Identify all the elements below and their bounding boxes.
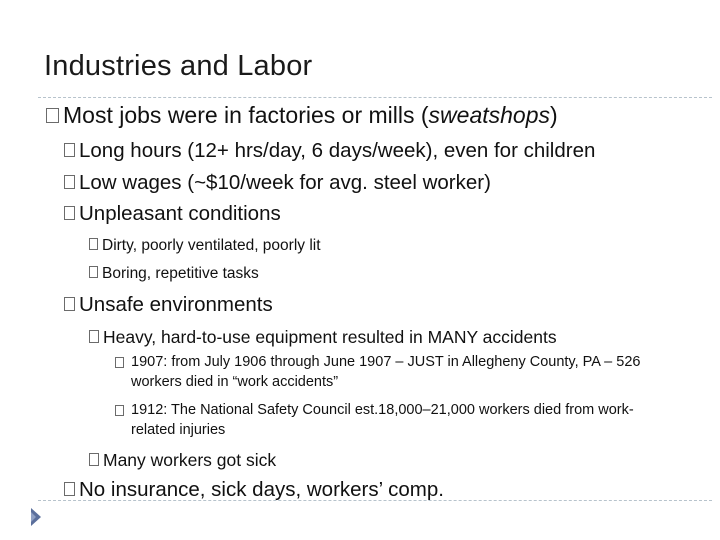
bullet-unpleasant — [64, 202, 281, 226]
bullet-unsafe — [64, 293, 273, 317]
square-bullet-icon — [46, 108, 59, 123]
bullet-text: Most jobs were in factories or mills ( — [63, 102, 429, 128]
bullet-boring — [89, 265, 259, 283]
bullet-emphasis: sweatshops — [428, 102, 551, 128]
bullet-heavy-equipment — [89, 327, 557, 348]
square-bullet-icon — [64, 175, 75, 189]
bullet-long-hours — [64, 139, 595, 163]
square-bullet-icon — [89, 238, 98, 250]
bullet-text: 1912: The National Safety Council est.18,000–21,000 workers died from work-related injuries — [131, 402, 634, 439]
bullet-text: Dirty, poorly ventilated, poorly lit — [102, 237, 321, 254]
square-bullet-icon — [64, 482, 75, 496]
bullet-1907 — [131, 352, 651, 393]
bullet-text-end: ) — [550, 102, 558, 128]
bullet-low-wages — [64, 171, 491, 195]
bullet-text: Unsafe environments — [79, 293, 273, 316]
bullet-text: Long hours (12+ hrs/day, 6 days/week), even for children — [79, 139, 596, 162]
bullet-text: Unpleasant conditions — [79, 202, 281, 225]
slide-title: Industries and Labor — [44, 50, 313, 82]
footer-divider — [38, 500, 712, 501]
bullet-dirty — [89, 237, 321, 255]
bullet-most-jobs — [46, 102, 558, 129]
square-bullet-icon — [89, 330, 99, 343]
bullet-sick — [89, 450, 276, 471]
bullet-text: No insurance, sick days, workers’ comp. — [79, 478, 444, 501]
slide-nav-arrow-icon[interactable] — [29, 506, 43, 528]
bullet-no-insurance — [64, 478, 444, 502]
square-bullet-icon — [64, 206, 75, 220]
square-bullet-icon — [89, 453, 99, 466]
bullet-text: Low wages (~$10/week for avg. steel worker) — [79, 171, 491, 194]
bullet-text: Many workers got sick — [103, 450, 277, 470]
bullet-text: Boring, repetitive tasks — [102, 265, 259, 282]
bullet-text: 1907: from July 1906 through June 1907 – JUST in Allegheny County, PA – 526 workers died in “work accidents” — [131, 354, 641, 391]
square-bullet-icon — [64, 297, 75, 311]
square-bullet-icon — [89, 266, 98, 278]
square-bullet-icon — [64, 143, 75, 157]
square-bullet-icon — [115, 357, 124, 368]
square-bullet-icon — [115, 405, 124, 416]
bullet-1912 — [131, 400, 651, 441]
title-divider — [38, 97, 712, 98]
bullet-text: Heavy, hard-to-use equipment resulted in MANY accidents — [103, 327, 557, 347]
